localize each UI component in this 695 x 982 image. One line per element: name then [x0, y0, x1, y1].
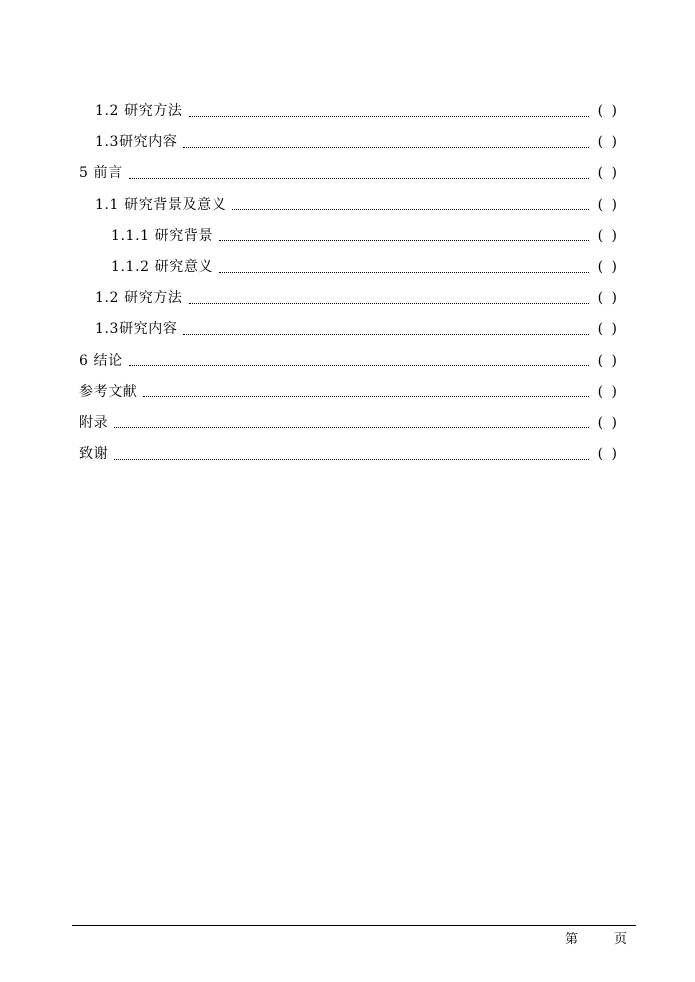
toc-dot-leader	[189, 115, 589, 117]
toc-entry-title: 1.1 研究背景及意义	[95, 196, 227, 213]
toc-entry[interactable]	[79, 439, 619, 470]
toc-entry[interactable]	[79, 346, 619, 377]
toc-entry-title: 5 前言	[79, 165, 123, 182]
toc-entry-page: ( )	[597, 258, 619, 275]
toc-dot-leader	[129, 177, 589, 179]
footer-rule	[72, 925, 636, 926]
toc-dot-leader	[219, 271, 589, 273]
toc-entry-page: ( )	[597, 103, 619, 119]
toc-entry-title: 致谢	[79, 446, 109, 463]
toc-dot-leader	[219, 239, 589, 241]
toc-entry-page: ( )	[597, 321, 619, 338]
toc-dot-leader	[183, 333, 589, 335]
toc-entry[interactable]	[79, 377, 619, 408]
toc-entry[interactable]	[79, 408, 619, 439]
toc-entry-title: 1.2 研究方法	[95, 290, 183, 307]
toc-entry-page: ( )	[597, 165, 619, 182]
footer-page-suffix: 页	[613, 932, 627, 947]
toc-entry-page: ( )	[597, 290, 619, 307]
toc-entry-page: ( )	[597, 196, 619, 213]
toc-entry-title: 1.1.1 研究背景	[111, 227, 214, 244]
footer-page-number	[565, 928, 627, 947]
toc-entry-page: ( )	[597, 446, 619, 463]
toc-dot-leader	[232, 208, 589, 210]
toc-entry-title: 1.3研究内容	[95, 321, 178, 338]
toc-dot-leader	[143, 395, 589, 397]
table-of-contents	[79, 96, 619, 470]
footer-page-prefix: 第	[565, 932, 579, 947]
toc-entry-page: ( )	[597, 352, 619, 369]
toc-entry[interactable]	[79, 221, 619, 252]
toc-dot-leader	[183, 146, 589, 148]
toc-dot-leader	[129, 364, 589, 366]
toc-entry[interactable]	[79, 314, 619, 345]
toc-entry-page: ( )	[597, 227, 619, 244]
toc-entry[interactable]	[79, 96, 619, 127]
toc-entry[interactable]	[79, 283, 619, 314]
toc-entry-page: ( )	[597, 134, 619, 151]
toc-entry[interactable]	[79, 127, 619, 158]
toc-dot-leader	[189, 302, 589, 304]
toc-entry-title: 6 结论	[79, 352, 123, 369]
toc-entry-title: 附录	[79, 414, 109, 431]
toc-entry[interactable]	[79, 190, 619, 221]
toc-entry-title: 1.1.2 研究意义	[111, 258, 214, 275]
toc-entry-title: 1.2 研究方法	[95, 103, 183, 119]
toc-entry[interactable]	[79, 252, 619, 283]
toc-dot-leader	[114, 458, 589, 460]
toc-entry-page: ( )	[597, 383, 619, 400]
toc-entry-page: ( )	[597, 414, 619, 431]
toc-entry[interactable]	[79, 158, 619, 189]
toc-entry-title: 1.3研究内容	[95, 134, 178, 151]
toc-dot-leader	[114, 426, 589, 428]
toc-entry-title: 参考文献	[79, 383, 138, 400]
